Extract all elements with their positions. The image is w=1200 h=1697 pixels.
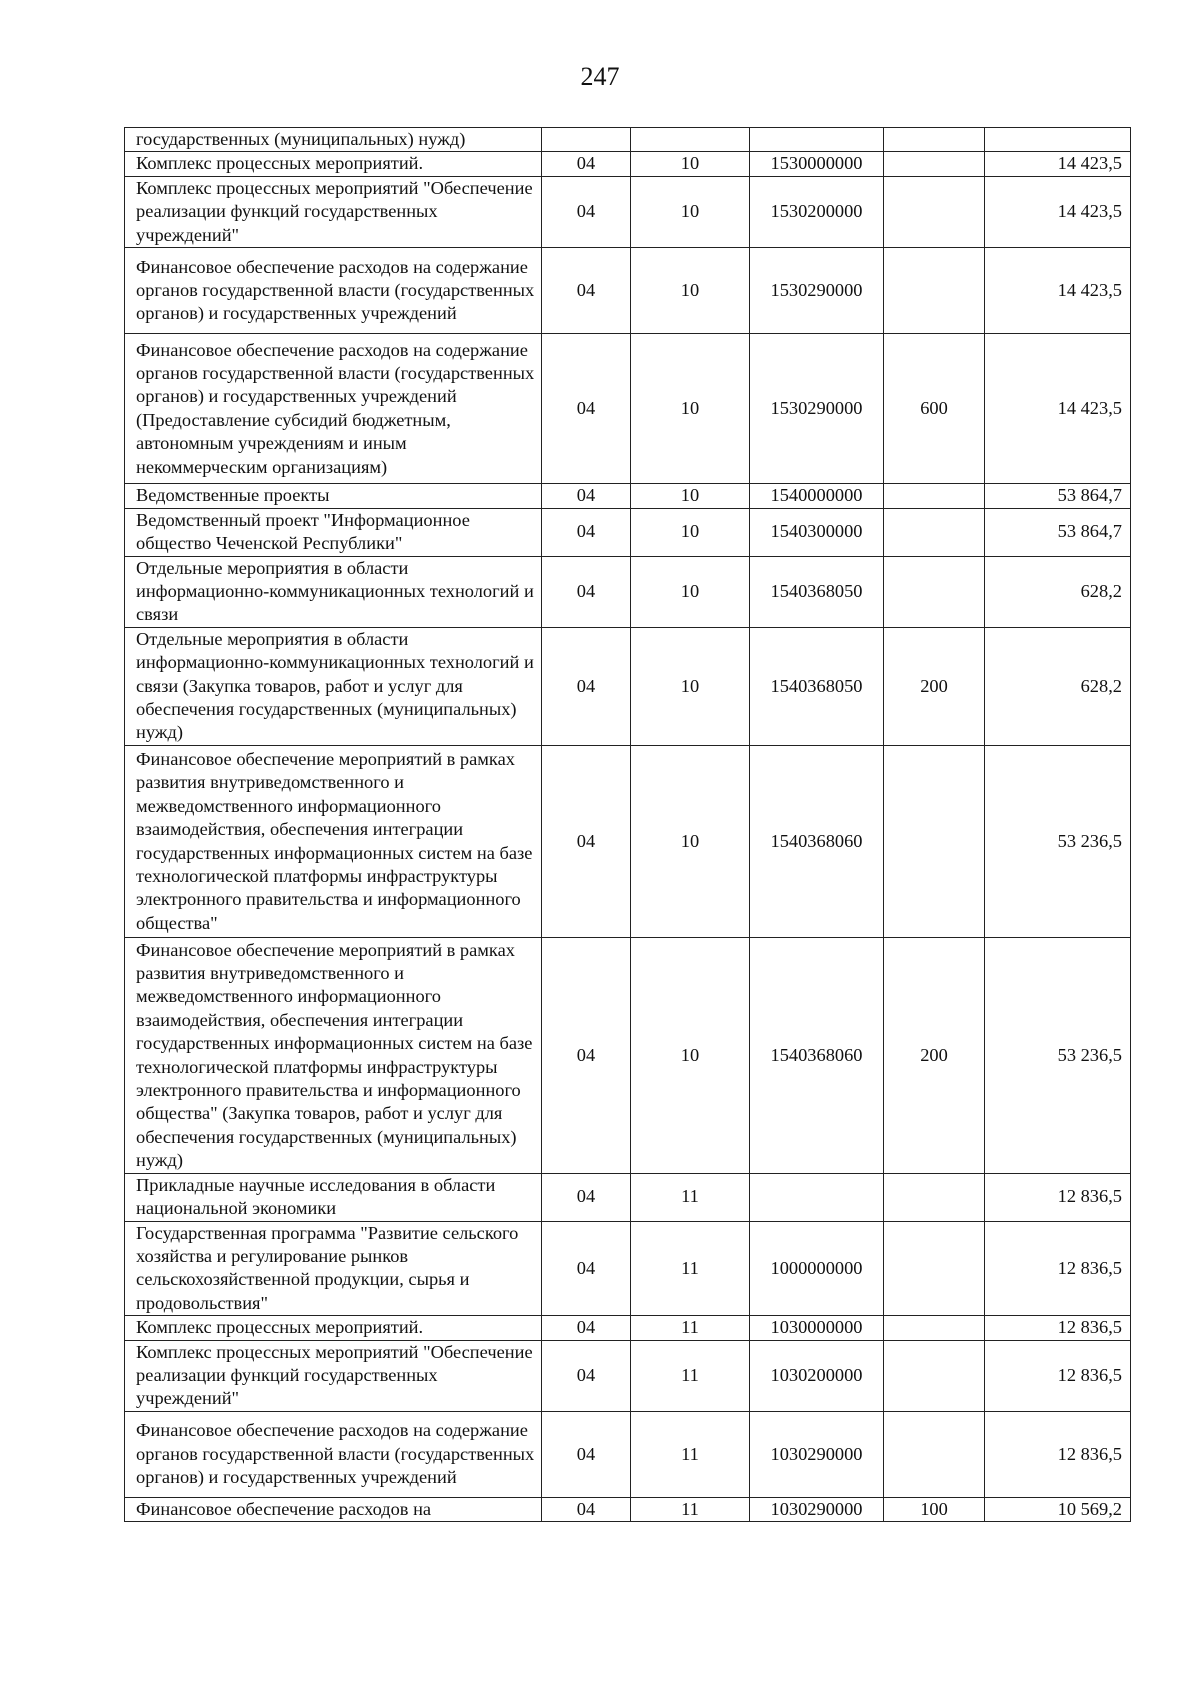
- row-description: Комплекс процессных мероприятий "Обеспечение реализации функций государственных учреждений": [125, 176, 542, 247]
- row-amount: 14 423,5: [985, 334, 1131, 484]
- row-target-article-code: 1540368050: [750, 627, 884, 745]
- row-section-code: 04: [542, 627, 631, 745]
- row-section-code: 04: [542, 1316, 631, 1340]
- row-target-article-code: 1530000000: [750, 152, 884, 176]
- row-description: Комплекс процессных мероприятий "Обеспечение реализации функций государственных учреждений": [125, 1340, 542, 1411]
- table-row: [125, 508, 1131, 556]
- budget-table: [124, 127, 1131, 1522]
- row-description: Финансовое обеспечение расходов на: [125, 1498, 542, 1522]
- row-target-article-code: 1540300000: [750, 508, 884, 556]
- row-amount: 628,2: [985, 556, 1131, 627]
- row-expense-type-code: 200: [884, 938, 985, 1173]
- row-target-article-code: 1030000000: [750, 1316, 884, 1340]
- table-row: [125, 938, 1131, 1173]
- row-subsection-code: 10: [631, 627, 750, 745]
- row-target-article-code: 1540368060: [750, 938, 884, 1173]
- row-amount: 14 423,5: [985, 248, 1131, 334]
- row-subsection-code: 11: [631, 1340, 750, 1411]
- row-description: Комплекс процессных мероприятий.: [125, 152, 542, 176]
- row-description: Комплекс процессных мероприятий.: [125, 1316, 542, 1340]
- row-amount: 14 423,5: [985, 152, 1131, 176]
- row-subsection-code: 10: [631, 938, 750, 1173]
- row-amount: 628,2: [985, 627, 1131, 745]
- budget-table-body: [125, 128, 1131, 1522]
- row-expense-type-code: [884, 1340, 985, 1411]
- table-row: [125, 248, 1131, 334]
- row-expense-type-code: 100: [884, 1498, 985, 1522]
- row-amount: 53 236,5: [985, 938, 1131, 1173]
- row-description: Государственная программа "Развитие сельского хозяйства и регулирование рынков сельскохозяйственной продукции, сырья и продовольствия": [125, 1221, 542, 1316]
- table-row: [125, 745, 1131, 938]
- table-row: [125, 1498, 1131, 1522]
- row-section-code: 04: [542, 1173, 631, 1221]
- row-section-code: 04: [542, 938, 631, 1173]
- row-subsection-code: 10: [631, 745, 750, 938]
- row-section-code: 04: [542, 1340, 631, 1411]
- row-target-article-code: 1030290000: [750, 1411, 884, 1497]
- row-target-article-code: 1030290000: [750, 1498, 884, 1522]
- row-amount: 53 864,7: [985, 484, 1131, 508]
- row-description: Финансовое обеспечение мероприятий в рамках развития внутриведомственного и межведомственного информационного взаимодействия, обеспечения интеграции государственных информационных систем на базе технологической платформы инфраструктуры электронного правительства и информационного общества": [125, 745, 542, 938]
- row-section-code: 04: [542, 556, 631, 627]
- row-section-code: 04: [542, 508, 631, 556]
- row-subsection-code: 10: [631, 484, 750, 508]
- row-expense-type-code: [884, 508, 985, 556]
- row-amount: [985, 128, 1131, 152]
- row-subsection-code: 10: [631, 248, 750, 334]
- row-amount: 12 836,5: [985, 1316, 1131, 1340]
- table-row: [125, 334, 1131, 484]
- row-target-article-code: 1540000000: [750, 484, 884, 508]
- table-row: [125, 627, 1131, 745]
- row-target-article-code: 1540368050: [750, 556, 884, 627]
- row-amount: 53 864,7: [985, 508, 1131, 556]
- row-description: Финансовое обеспечение мероприятий в рамках развития внутриведомственного и межведомственного информационного взаимодействия, обеспечения интеграции государственных информационных систем на базе технологической платформы инфраструктуры электронного правительства и информационного общества" (Закупка товаров, работ и услуг для обеспечения государственных (муниципальных) нужд): [125, 938, 542, 1173]
- row-amount: 53 236,5: [985, 745, 1131, 938]
- row-expense-type-code: 600: [884, 334, 985, 484]
- table-row: [125, 484, 1131, 508]
- table-row: [125, 1316, 1131, 1340]
- row-subsection-code: 10: [631, 152, 750, 176]
- row-target-article-code: 1530200000: [750, 176, 884, 247]
- row-expense-type-code: [884, 176, 985, 247]
- table-row: [125, 176, 1131, 247]
- table-row: [125, 1411, 1131, 1497]
- row-amount: 14 423,5: [985, 176, 1131, 247]
- row-section-code: 04: [542, 1411, 631, 1497]
- row-description: Отдельные мероприятия в области информационно-коммуникационных технологий и связи (Закупка товаров, работ и услуг для обеспечения государственных (муниципальных) нужд): [125, 627, 542, 745]
- row-description: Ведомственные проекты: [125, 484, 542, 508]
- row-amount: 10 569,2: [985, 1498, 1131, 1522]
- row-amount: 12 836,5: [985, 1411, 1131, 1497]
- row-description: Финансовое обеспечение расходов на содержание органов государственной власти (государственных органов) и государственных учреждений: [125, 1411, 542, 1497]
- row-expense-type-code: [884, 248, 985, 334]
- row-description: Ведомственный проект "Информационное общество Чеченской Республики": [125, 508, 542, 556]
- row-subsection-code: 11: [631, 1498, 750, 1522]
- row-target-article-code: [750, 1173, 884, 1221]
- row-section-code: 04: [542, 152, 631, 176]
- row-amount: 12 836,5: [985, 1221, 1131, 1316]
- row-amount: 12 836,5: [985, 1173, 1131, 1221]
- table-row: [125, 128, 1131, 152]
- row-description: государственных (муниципальных) нужд): [125, 128, 542, 152]
- row-description: Отдельные мероприятия в области информационно-коммуникационных технологий и связи: [125, 556, 542, 627]
- row-expense-type-code: [884, 484, 985, 508]
- row-expense-type-code: [884, 1173, 985, 1221]
- row-description: Прикладные научные исследования в области национальной экономики: [125, 1173, 542, 1221]
- row-target-article-code: 1000000000: [750, 1221, 884, 1316]
- row-section-code: 04: [542, 248, 631, 334]
- row-subsection-code: [631, 128, 750, 152]
- table-row: [125, 1173, 1131, 1221]
- table-row: [125, 556, 1131, 627]
- row-subsection-code: 11: [631, 1173, 750, 1221]
- row-expense-type-code: [884, 745, 985, 938]
- row-section-code: 04: [542, 176, 631, 247]
- row-expense-type-code: [884, 1316, 985, 1340]
- row-subsection-code: 10: [631, 508, 750, 556]
- table-row: [125, 1221, 1131, 1316]
- row-subsection-code: 11: [631, 1316, 750, 1340]
- row-subsection-code: 10: [631, 334, 750, 484]
- table-row: [125, 152, 1131, 176]
- row-description: Финансовое обеспечение расходов на содержание органов государственной власти (государственных органов) и государственных учреждений: [125, 248, 542, 334]
- row-description: Финансовое обеспечение расходов на содержание органов государственной власти (государственных органов) и государственных учреждений (Предоставление субсидий бюджетным, автономным учреждениям и иным некоммерческим организациям): [125, 334, 542, 484]
- row-section-code: 04: [542, 745, 631, 938]
- row-subsection-code: 11: [631, 1221, 750, 1316]
- table-row: [125, 1340, 1131, 1411]
- row-section-code: 04: [542, 334, 631, 484]
- row-expense-type-code: [884, 1411, 985, 1497]
- row-amount: 12 836,5: [985, 1340, 1131, 1411]
- row-section-code: [542, 128, 631, 152]
- row-subsection-code: 10: [631, 556, 750, 627]
- row-subsection-code: 11: [631, 1411, 750, 1497]
- row-expense-type-code: [884, 556, 985, 627]
- row-target-article-code: 1530290000: [750, 248, 884, 334]
- row-section-code: 04: [542, 1221, 631, 1316]
- row-section-code: 04: [542, 1498, 631, 1522]
- page-number: 247: [580, 62, 620, 91]
- row-target-article-code: 1530290000: [750, 334, 884, 484]
- row-target-article-code: [750, 128, 884, 152]
- row-expense-type-code: [884, 128, 985, 152]
- row-expense-type-code: [884, 152, 985, 176]
- row-subsection-code: 10: [631, 176, 750, 247]
- row-target-article-code: 1540368060: [750, 745, 884, 938]
- row-section-code: 04: [542, 484, 631, 508]
- row-expense-type-code: 200: [884, 627, 985, 745]
- row-expense-type-code: [884, 1221, 985, 1316]
- row-target-article-code: 1030200000: [750, 1340, 884, 1411]
